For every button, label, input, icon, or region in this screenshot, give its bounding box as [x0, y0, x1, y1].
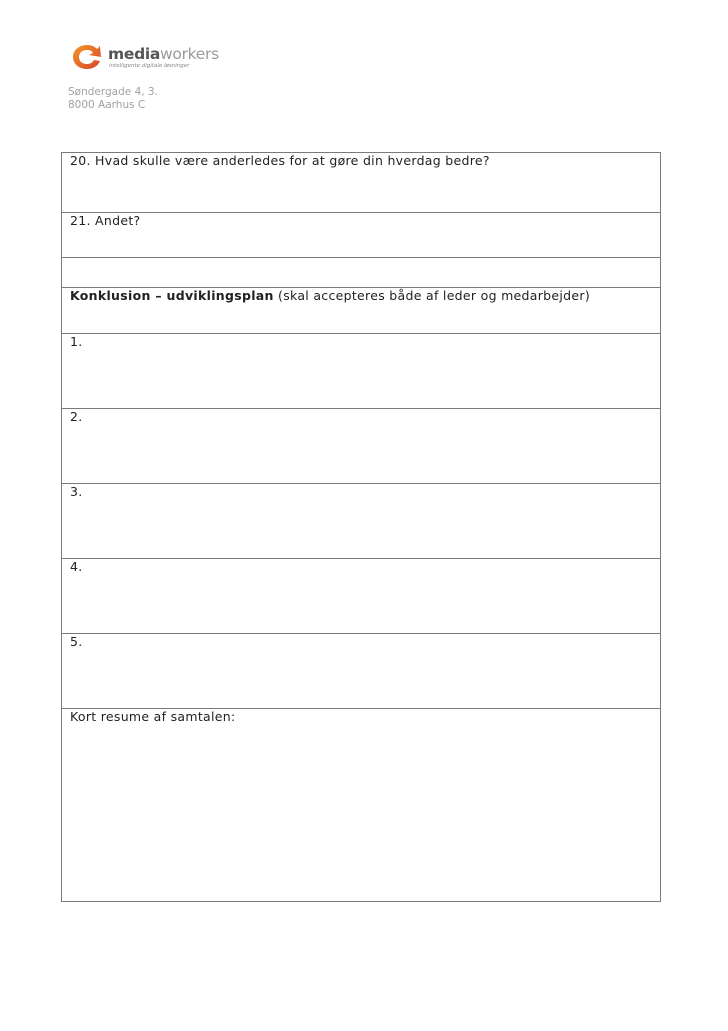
logo-swirl-icon [70, 42, 104, 72]
logo-wordmark: mediaworkers [108, 45, 219, 63]
plan-item-3-cell[interactable]: 3. [62, 484, 661, 559]
form-row-blank [62, 258, 661, 288]
company-address [68, 86, 158, 111]
form-row-plan-1 [62, 334, 661, 409]
plan-item-4-cell[interactable]: 4. [62, 559, 661, 634]
form-row-conclusion [62, 288, 661, 334]
logo-tagline: intelligente digitale løsninger [109, 63, 190, 69]
summary-cell[interactable]: Kort resume af samtalen: [62, 709, 661, 902]
form-row-summary [62, 709, 661, 902]
conclusion-title: Konklusion – udviklingsplan [70, 288, 274, 303]
blank-answer-cell[interactable] [62, 258, 661, 288]
form-row-plan-4 [62, 559, 661, 634]
address-line-street: Søndergade 4, 3. [68, 86, 158, 98]
conclusion-note: (skal accepteres både af leder og medarbejder) [278, 288, 591, 303]
plan-item-1-cell[interactable]: 1. [62, 334, 661, 409]
form-row-q20 [62, 153, 661, 213]
form-row-q21 [62, 213, 661, 258]
form-row-plan-2 [62, 409, 661, 484]
form-row-plan-5 [62, 634, 661, 709]
plan-item-2-cell[interactable]: 2. [62, 409, 661, 484]
form-row-plan-3 [62, 484, 661, 559]
address-line-city: 8000 Aarhus C [68, 98, 146, 111]
interview-form-table [61, 152, 661, 902]
plan-item-5-cell[interactable]: 5. [62, 634, 661, 709]
question-21-cell[interactable]: 21. Andet? [62, 213, 661, 258]
question-20-cell[interactable]: 20. Hvad skulle være anderledes for at gøre din hverdag bedre? [62, 153, 661, 213]
conclusion-heading-cell [62, 288, 661, 334]
mediaworkers-logo [70, 42, 219, 74]
